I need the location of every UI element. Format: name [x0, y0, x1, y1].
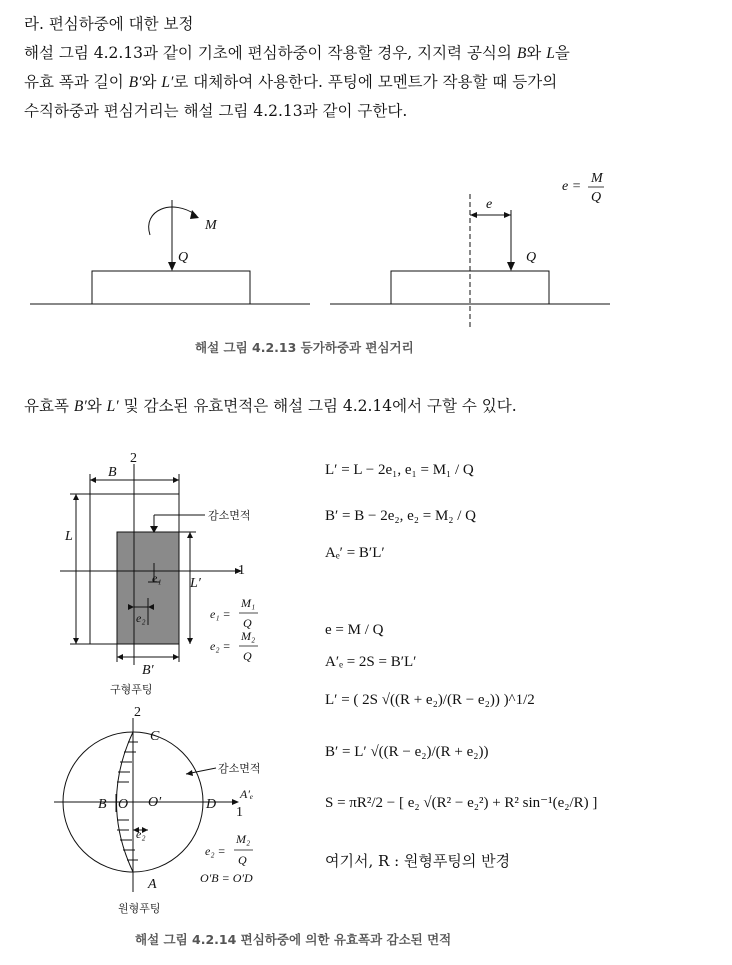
- circular-footing-diagram: [40, 705, 330, 922]
- effective-width-label: B′: [142, 663, 154, 678]
- reduced-area-label: 감소면적: [208, 509, 251, 522]
- e1-formula-lhs: e₁ =: [210, 607, 231, 621]
- e1-label: e₁: [152, 571, 162, 585]
- moment-label: M: [205, 218, 217, 233]
- circ-e2-formula-den: Q: [238, 853, 247, 867]
- point-Oprime-label: O′: [148, 795, 162, 810]
- eq-circ-e: e = M / Q: [325, 622, 384, 638]
- width-B-label: B: [108, 465, 117, 480]
- circ-reduced-area-label: 감소면적: [218, 762, 261, 775]
- point-C-label: C: [150, 729, 160, 744]
- load-label-left: Q: [178, 250, 189, 265]
- radius-note: 여기서, R : 원형푸팅의 반경: [325, 852, 511, 870]
- ecc-formula-num: M: [591, 171, 603, 186]
- point-B-label: B: [98, 797, 107, 812]
- circ-relation-label: O′B = O′D: [200, 871, 253, 885]
- point-D-label: D: [206, 797, 217, 812]
- eq-rect-area: Aₑ′ = B′L′: [325, 545, 385, 561]
- figure-caption-4-2-14: 해설 그림 4.2.14 편심하중에 의한 유효폭과 감소된 면적: [135, 932, 452, 947]
- circ-axis-1-label: 1: [236, 805, 243, 820]
- e2-formula-num: M₂: [241, 629, 256, 643]
- circ-e2-label: e₂: [136, 827, 146, 841]
- eq-rect-Bprime: B′ = B − 2e₂, e₂ = M₂ / Q: [325, 508, 477, 524]
- e1-formula-den: Q: [243, 616, 252, 630]
- paragraph-line-2: 유효 폭과 길이 B′와 L′로 대체하여 사용한다. 푸팅에 모멘트가 작용할 때 등가의: [24, 73, 558, 91]
- axis-2-label: 2: [130, 451, 137, 466]
- eq-circ-S: S = πR²/2 − [ e₂ √(R² − e₂²) + R² sin⁻¹(e₂/R) ]: [325, 795, 598, 811]
- circ-axis-2-label: 2: [134, 705, 141, 720]
- figure-4-2-13: [0, 160, 732, 360]
- e2-label: e₂: [136, 611, 146, 625]
- load-label-right: Q: [526, 250, 537, 265]
- point-O-label: O: [118, 797, 129, 812]
- circ-e2-formula-lhs: e₂ =: [205, 844, 226, 858]
- paragraph-line-3: 수직하중과 편심거리는 해설 그림 4.2.13과 같이 구한다.: [24, 102, 408, 120]
- paragraph-2: 유효폭 B′와 L′ 및 감소된 유효면적은 해설 그림 4.2.14에서 구할 수 있다.: [24, 397, 517, 415]
- e1-formula-num: M₁: [241, 596, 256, 610]
- eq-rect-Lprime: L′ = L − 2e₁, e₁ = M₁ / Q: [325, 462, 474, 478]
- effective-area-label: A′ₑ: [240, 787, 254, 801]
- eccentricity-label: e: [486, 197, 493, 212]
- eq-circ-Bprime: B′ = L′ √((R − e₂)/(R + e₂)): [325, 744, 489, 760]
- figure-caption-4-2-13: 해설 그림 4.2.13 등가하중과 편심거리: [195, 340, 414, 355]
- rectangular-footing-diagram: [40, 450, 320, 700]
- ecc-formula-den: Q: [591, 190, 602, 205]
- axis-1-label: 1: [238, 563, 245, 578]
- point-A-label: A: [148, 877, 157, 892]
- circ-footing-title: 원형푸팅: [118, 902, 161, 915]
- effective-length-label: L′: [190, 576, 201, 591]
- paragraph-line-1: 해설 그림 4.2.13과 같이 기초에 편심하중이 작용할 경우, 지지력 공식의 B와 L을: [24, 44, 570, 62]
- length-L-label: L: [65, 529, 73, 544]
- e2-formula-den: Q: [243, 649, 252, 663]
- circ-e2-formula-num: M₂: [236, 832, 251, 846]
- rect-footing-title: 구형푸팅: [110, 683, 153, 696]
- e2-formula-lhs: e₂ =: [210, 639, 231, 653]
- eq-circ-area: A′ₑ = 2S = B′L′: [325, 654, 417, 670]
- ecc-formula-lhs: e =: [562, 179, 582, 194]
- eq-circ-Lprime: L′ = ( 2S √((R + e₂)/(R − e₂)) )^1/2: [325, 692, 535, 708]
- section-heading: 라. 편심하중에 대한 보정: [24, 15, 194, 33]
